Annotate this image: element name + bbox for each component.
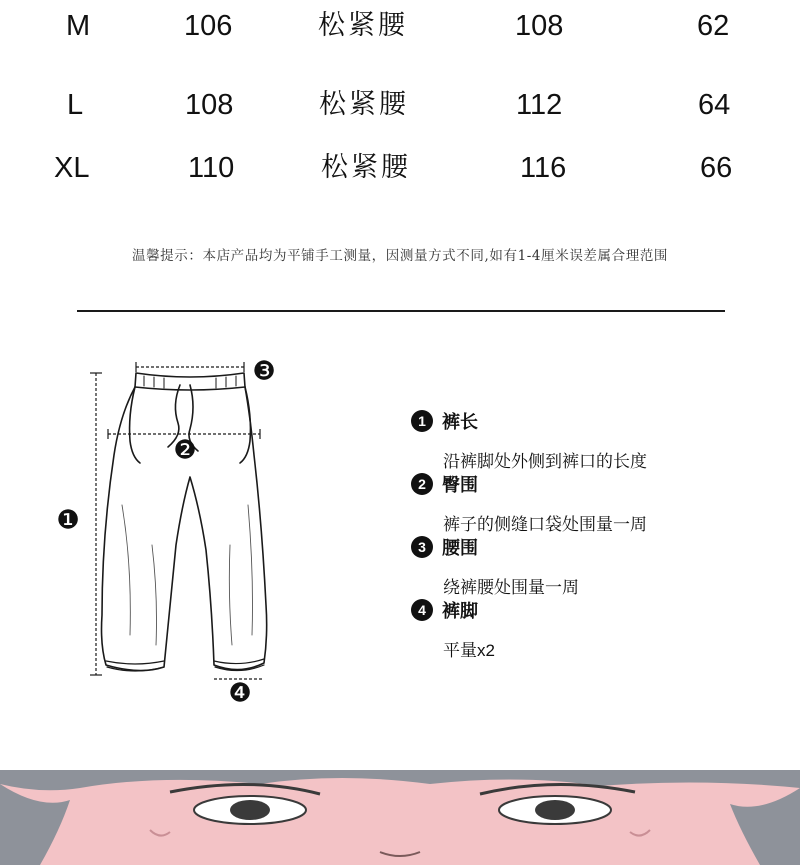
divider-line (77, 310, 725, 312)
legend-marker-icon: 1 (411, 410, 433, 432)
size-row-xl (0, 138, 800, 198)
pants-outline (102, 387, 267, 671)
legend-desc: 绕裤腰处围量一周 (443, 578, 579, 597)
pants-diagram (40, 345, 300, 715)
size-row-l (0, 75, 800, 135)
size-label: M (66, 10, 91, 42)
legend-title: 裤脚 (442, 601, 478, 621)
legend-desc: 裤子的侧缝口袋处围量一周 (443, 515, 647, 534)
waist-value: 松紧腰 (321, 152, 411, 183)
hem-value: 64 (698, 89, 731, 121)
size-label: XL (54, 152, 90, 184)
hip-value: 110 (188, 152, 235, 184)
waist-value: 松紧腰 (318, 10, 408, 41)
length-value: 108 (515, 10, 564, 42)
waist-value: 松紧腰 (319, 89, 409, 120)
legend-title: 臀围 (442, 475, 478, 495)
legend-marker-icon: 2 (411, 473, 433, 495)
length-value: 116 (520, 152, 567, 184)
size-row-m (0, 0, 800, 56)
legend-title: 腰围 (442, 538, 478, 558)
cartoon-banner (0, 770, 800, 865)
hip-value: 106 (184, 10, 233, 42)
legend-marker-icon: 3 (411, 536, 433, 558)
marker-2-icon: ❷ (173, 435, 197, 466)
hip-value: 108 (185, 89, 234, 121)
legend-item-hip (411, 472, 647, 535)
legend-title: 裤长 (442, 412, 478, 432)
legend-marker-icon: 4 (411, 599, 433, 621)
hem-value: 62 (697, 10, 730, 42)
legend-desc: 沿裤脚处外侧到裤口的长度 (443, 452, 647, 471)
size-label: L (67, 89, 84, 121)
legend-item-waist (411, 535, 579, 598)
marker-4-icon: ❹ (228, 678, 252, 709)
marker-1-icon: ❶ (56, 505, 80, 536)
legend-item-hem (411, 598, 495, 661)
length-value: 112 (516, 89, 563, 121)
left-pocket (130, 387, 140, 463)
legend-item-length (411, 409, 647, 472)
hem-value: 66 (700, 152, 733, 184)
legend-desc: 平量x2 (443, 641, 495, 660)
marker-3-icon: ❸ (252, 356, 276, 387)
right-pocket (240, 387, 250, 463)
measurement-notice: 温馨提示：本店产品均为平铺手工测量，因测量方式不同,如有1-4厘米误差属合理范围 (131, 248, 669, 264)
